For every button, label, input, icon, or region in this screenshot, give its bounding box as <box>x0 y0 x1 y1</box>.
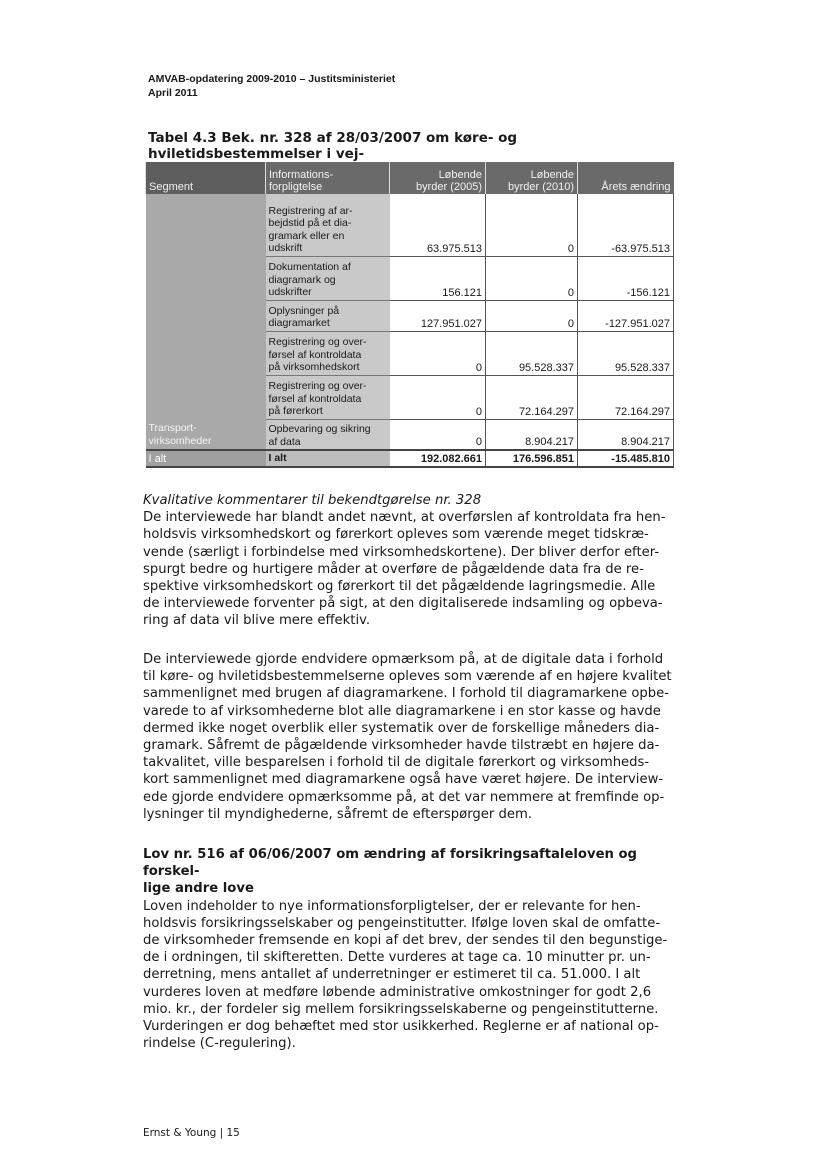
value-2005: 0 <box>390 331 486 375</box>
value-2005: 156.121 <box>390 256 486 300</box>
col-header-change: Årets ændring <box>578 162 674 194</box>
total-2010: 176.596.851 <box>486 450 578 467</box>
paragraph-law-516: Loven indeholder to nye informationsforpligtelser, der er relevante for hen- holdsvis forsikringsselskaber og pengeinstitutter. Ifølge loven skal de omfatte- de virksomheder fremsende en kopi af det brev, der sendes til den begunstige- de i ordningen, til skifteretten. Dette vurderes at tage ca. 10 minutter pr. un- derretning, mens antallet af underretninger er estimeret til ca. 51.000. I alt vurderes loven at medføre løbende administrative omkostninger for godt 2,6 mio. kr., der fordeler sig mellem forsikringsselskaberne og pengeinstitutterne. Vurderingen er dog behæftet med stor usikkerhed. Reglerne er af national op- rindelse (C-regulering). <box>143 898 668 1052</box>
header-line-1: AMVAB-opdatering 2009-2010 – Justitsministeriet <box>148 73 396 85</box>
section-heading-law-516: Lov nr. 516 af 06/06/2007 om ændring af forsikringsaftaleloven og forskel- lige andre love <box>143 847 637 897</box>
value-change: 72.164.297 <box>578 375 674 419</box>
table-title-line-1: Tabel 4.3 Bek. nr. 328 af 28/03/2007 om køre- og hviletidsbestemmelser i vej- <box>148 130 518 162</box>
value-2010: 72.164.297 <box>486 375 578 419</box>
section-law-516 <box>143 846 673 1052</box>
total-segment: I alt <box>146 450 266 467</box>
section-heading-qualitative: Kvalitative kommentarer til bekendtgørelse nr. 328 <box>143 493 482 508</box>
value-change: -156.121 <box>578 256 674 300</box>
paragraph-digital: De interviewede gjorde endvidere opmærksom på, at de digitale data i forhold til køre- og hviletidsbestemmelserne opleves som værende af en højere kvalitet sammenlignet med brugen af diagramarkene. I forhold til diagramarkene opbe- varede to af virksomhederne blot alle diagramarkene i en stor kasse og havde dermed ikke noget overblik eller systematik over de forskellige måneders dia- gramark. Såfremt de pågældende virksomheder havde tilstræbt en højere da- takvalitet, ville besparelsen i forhold til de digitale førerkort og virksomheds- kort sammenlignet med diagramarkene også have været højere. De interview- ede gjorde endvidere opmærksomme på, at det var nemmere at fremfinde op- lysninger til myndighederne, såfremt de efterspørger dem. <box>143 652 672 822</box>
value-2005: 0 <box>390 375 486 419</box>
row-label: Dokumentation af diagramark og udskrifter <box>266 256 390 300</box>
value-2005: 63.975.513 <box>390 194 486 256</box>
table-total-row <box>146 450 674 467</box>
page-footer: Ernst & Young | 15 <box>143 1127 240 1139</box>
value-change: 95.528.337 <box>578 331 674 375</box>
row-label: Registrering og over- førsel af kontroldata på førerkort <box>266 375 390 419</box>
row-label: Registrering og over- førsel af kontroldata på virksomhedskort <box>266 331 390 375</box>
section-digital <box>143 651 673 823</box>
table-row <box>146 194 674 256</box>
col-header-segment: Segment <box>146 162 266 194</box>
segment-cell: Transport- virksomheder <box>146 194 266 450</box>
paragraph-qualitative: De interviewede har blandt andet nævnt, at overførslen af kontroldata fra hen- holdsvis virksomhedskort og førerkort opleves som værende meget tidskræ- vende (særligt i forbindelse med virksomhedskortene). Der bliver derfor efter- spurgt bedre og hurtigere måder at overføre de pågældende data fra de re- spektive virksomhedskort og førerkort til det pågældende lagringsmedie. Alle de interviewede forventer på sigt, at den digitaliserede indsamling og opbeva- ring af data vil blive mere effektiv. <box>143 510 666 629</box>
row-label: Registrering af ar- bejdstid på et dia- gramark eller en udskrift <box>266 194 390 256</box>
value-2010: 8.904.217 <box>486 419 578 450</box>
row-label: Opbevaring og sikring af data <box>266 419 390 450</box>
value-2010: 95.528.337 <box>486 331 578 375</box>
value-change: 8.904.217 <box>578 419 674 450</box>
burden-table <box>145 162 674 468</box>
value-change: -63.975.513 <box>578 194 674 256</box>
running-header <box>148 72 395 100</box>
value-2010: 0 <box>486 300 578 331</box>
col-header-2005: Løbende byrder (2005) <box>390 162 486 194</box>
value-2010: 0 <box>486 194 578 256</box>
total-change: -15.485.810 <box>578 450 674 467</box>
value-2005: 127.951.027 <box>390 300 486 331</box>
col-header-2010: Løbende byrder (2010) <box>486 162 578 194</box>
section-qualitative <box>143 492 673 630</box>
value-change: -127.951.027 <box>578 300 674 331</box>
header-line-2: April 2011 <box>148 87 198 99</box>
col-header-information: Informations- forpligtelse <box>266 162 390 194</box>
value-2005: 0 <box>390 419 486 450</box>
row-label: Oplysninger på diagramarket <box>266 300 390 331</box>
table-header-row <box>146 162 674 194</box>
total-label: I alt <box>266 450 390 467</box>
value-2010: 0 <box>486 256 578 300</box>
total-2005: 192.082.661 <box>390 450 486 467</box>
